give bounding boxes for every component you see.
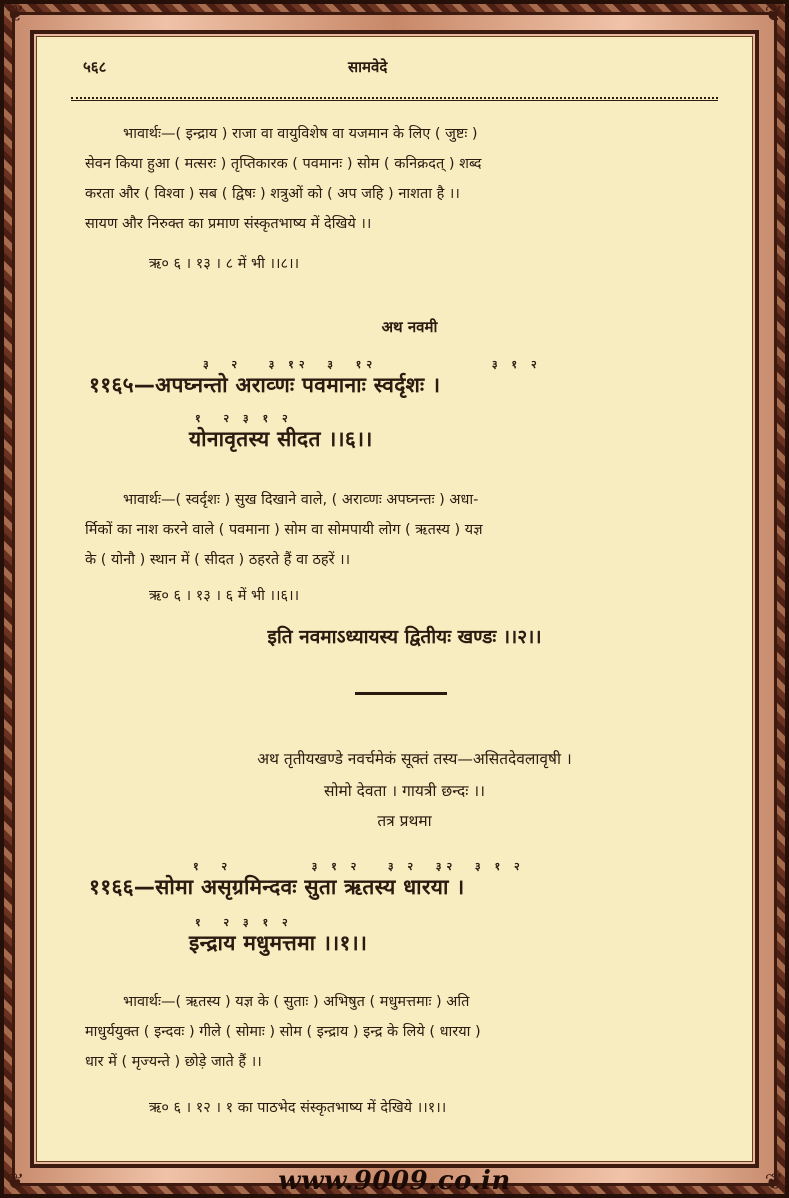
section-divider bbox=[355, 692, 447, 695]
verse-line: ११६६—सोमा असृग्रमिन्दवः सुता ऋतस्य धारया । bbox=[89, 875, 465, 899]
text-line: सेवन किया हुआ ( मत्सरः ) तृप्तिकारक ( पवमानः ) सोम ( कनिक्रदत् ) शब्द bbox=[85, 156, 482, 172]
book-page bbox=[36, 36, 753, 1162]
text-line: सायण और निरुक्त का प्रमाण संस्कृतभाष्य में देखिये ।। bbox=[85, 216, 372, 232]
corner-ornament-icon: ❦ bbox=[6, 1170, 25, 1195]
section-heading: अथ नवमी bbox=[381, 318, 438, 336]
text-line: करता और ( विश्वा ) सब ( द्विषः ) शत्रुओं को ( अप जहि ) नाशता है ।। bbox=[85, 186, 460, 202]
svara-marks: १ २ ३ १ २ bbox=[195, 916, 293, 929]
corner-ornament-icon: ❦ bbox=[764, 1170, 783, 1195]
running-head: सामवेदे bbox=[348, 58, 388, 76]
verse-line: इन्द्राय मधुमत्तमा ।।१।। bbox=[189, 931, 368, 955]
bhavartha-block-2 bbox=[85, 485, 725, 575]
khanda-intro: अथ तृतीयखण्डे नवर्चमेकं सूक्तं तस्य—असितदेवलावृषी । bbox=[257, 750, 572, 768]
svara-marks: १ २ ३ १ २ ३ २ ३२ ३ १ २ bbox=[193, 860, 525, 873]
verse-line: योनावृतस्य सीदत ।।६।। bbox=[189, 427, 373, 451]
header-rule bbox=[71, 97, 718, 101]
page-header bbox=[83, 57, 712, 87]
text-line: माधुर्ययुक्त ( इन्दवः ) गीले ( सोमाः ) सोम ( इन्द्राय ) इन्द्र के लिये ( धारया ) bbox=[85, 1024, 481, 1040]
chapter-colophon: इति नवमाऽध्यायस्य द्वितीयः खण्डः ।।२।। bbox=[267, 626, 542, 648]
corner-ornament-icon: ❦ bbox=[6, 2, 25, 27]
bhavartha-block-3 bbox=[85, 987, 725, 1077]
verse-line: ११६५—अपघ्नन्तो अराव्णः पवमानाः स्वर्दृशः । bbox=[89, 373, 441, 397]
corner-ornament-icon: ❦ bbox=[764, 2, 783, 27]
khanda-intro: सोमो देवता । गायत्री छन्दः ।। bbox=[323, 782, 486, 800]
text-line: भावार्थः—( स्वर्दृशः ) सुख दिखाने वाले, ( अराव्णः अपघ्नन्तः ) अधा- bbox=[123, 492, 479, 508]
section-heading: तत्र प्रथमा bbox=[377, 812, 432, 830]
page-number: ५६८ bbox=[83, 58, 107, 76]
text-line: के ( योनौ ) स्थान में ( सीदत ) ठहरते हैं वा ठहरें ।। bbox=[85, 552, 351, 568]
svara-marks: १ २ ३ १ २ bbox=[195, 412, 293, 425]
reference-line: ऋ० ६ । १२ । १ का पाठभेद संस्कृतभाष्य में देखिये ।।१।। bbox=[149, 1100, 447, 1116]
reference-line: ऋ० ६ । १३ । ६ में भी ।।६।। bbox=[149, 588, 300, 604]
text-line: भावार्थः—( इन्द्राय ) राजा वा वायुविशेष वा यजमान के लिए ( जुष्टः ) bbox=[123, 126, 478, 142]
svara-marks: ३ २ ३ १२ ३ १२ ३ १ २ bbox=[203, 358, 542, 371]
reference-line: ऋ० ६ । १३ । ८ में भी ।।८।। bbox=[149, 256, 300, 272]
text-line: भावार्थः—( ऋतस्य ) यज्ञ के ( सुताः ) अभिषुत ( मधुमत्तमाः ) अति bbox=[123, 994, 470, 1010]
text-line: धार में ( मृज्यन्ते ) छोड़े जाते हैं ।। bbox=[85, 1054, 262, 1070]
text-line: र्मिकों का नाश करने वाले ( पवमाना ) सोम वा सोमपायी लोग ( ऋतस्य ) यज्ञ bbox=[85, 522, 483, 538]
bhavartha-block-1 bbox=[85, 119, 725, 239]
website-watermark: www.9009.co.in bbox=[278, 1166, 511, 1196]
